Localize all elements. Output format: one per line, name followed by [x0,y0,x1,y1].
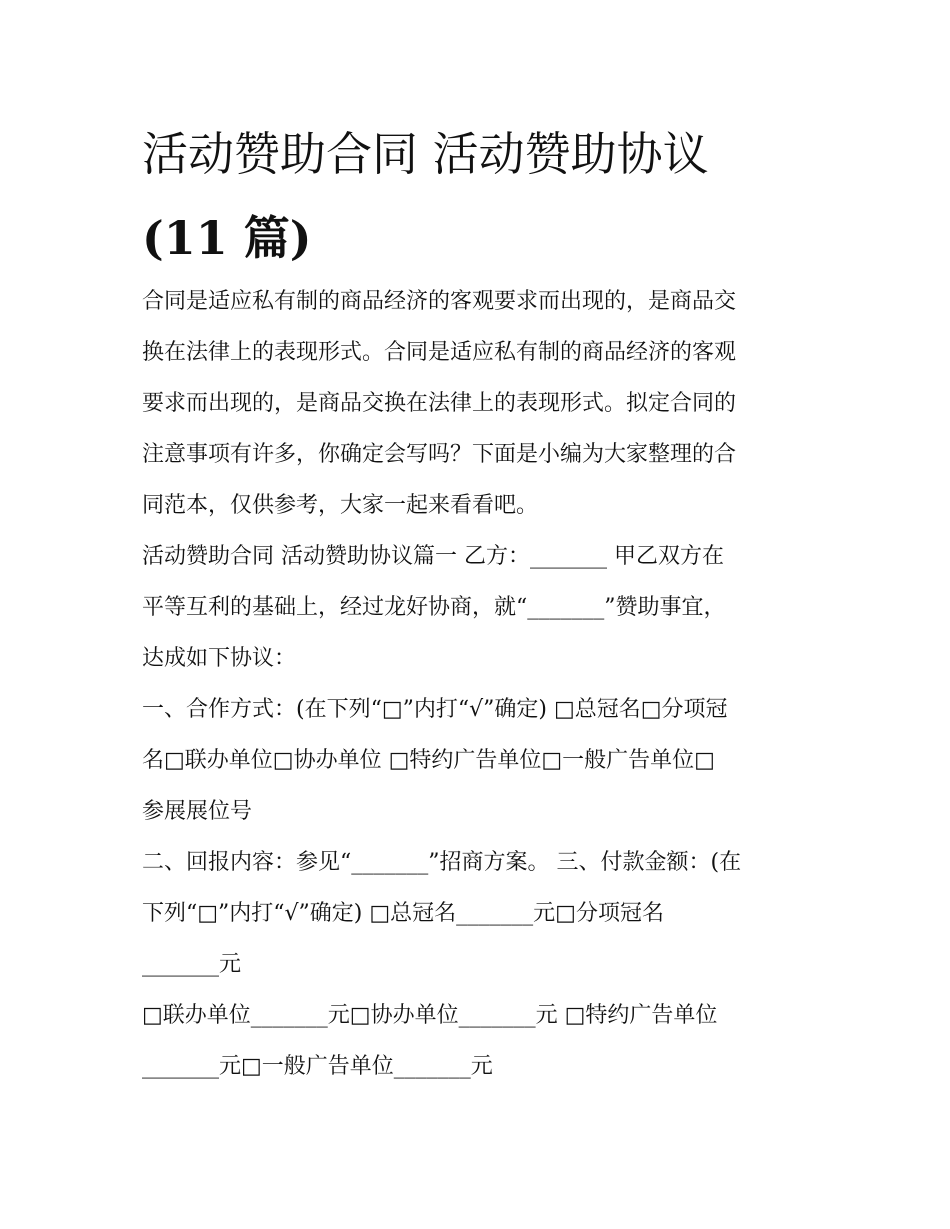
paragraph-payment-amounts: □联办单位_______元□协办单位_______元 □特约广告单位 _______元□一般广告单位_______元 [142,1003,718,1079]
paragraph-agreement-opening: 活动赞助合同 活动赞助协议篇一 乙方：_______ 甲乙双方在 平等互利的基础上，经过龙好协商，就“_______”赞助事宜， 达成如下协议： [142,544,726,671]
paragraph-return-and-payment: 二、回报内容：参见“_______”招商方案。 三、付款金额：(在 下列“□”内打“√”确定) □总冠名_______元□分项冠名 _______元 [142,850,742,977]
document-body [142,276,822,1092]
document-title [142,112,842,280]
paragraph-intro: 合同是适应私有制的商品经济的客观要求而出现的，是商品交 换在法律上的表现形式。合同是适应私有制的商品经济的客观 要求而出现的，是商品交换在法律上的表现形式。拟定合同的 注意事项有许多，你确定会写吗？下面是小编为大家整理的合 同范本，仅供参考，大家一起来看看吧。 [142,289,737,518]
title-line-1: 活动赞助合同 活动赞助协议 [142,127,709,181]
paragraph-cooperation-method: 一、合作方式：(在下列“□”内打“√”确定) □总冠名□分项冠 名□联办单位□协办单位 □特约广告单位□一般广告单位□ 参展展位号 [142,697,728,824]
title-line-2: (11 篇) [142,211,312,265]
